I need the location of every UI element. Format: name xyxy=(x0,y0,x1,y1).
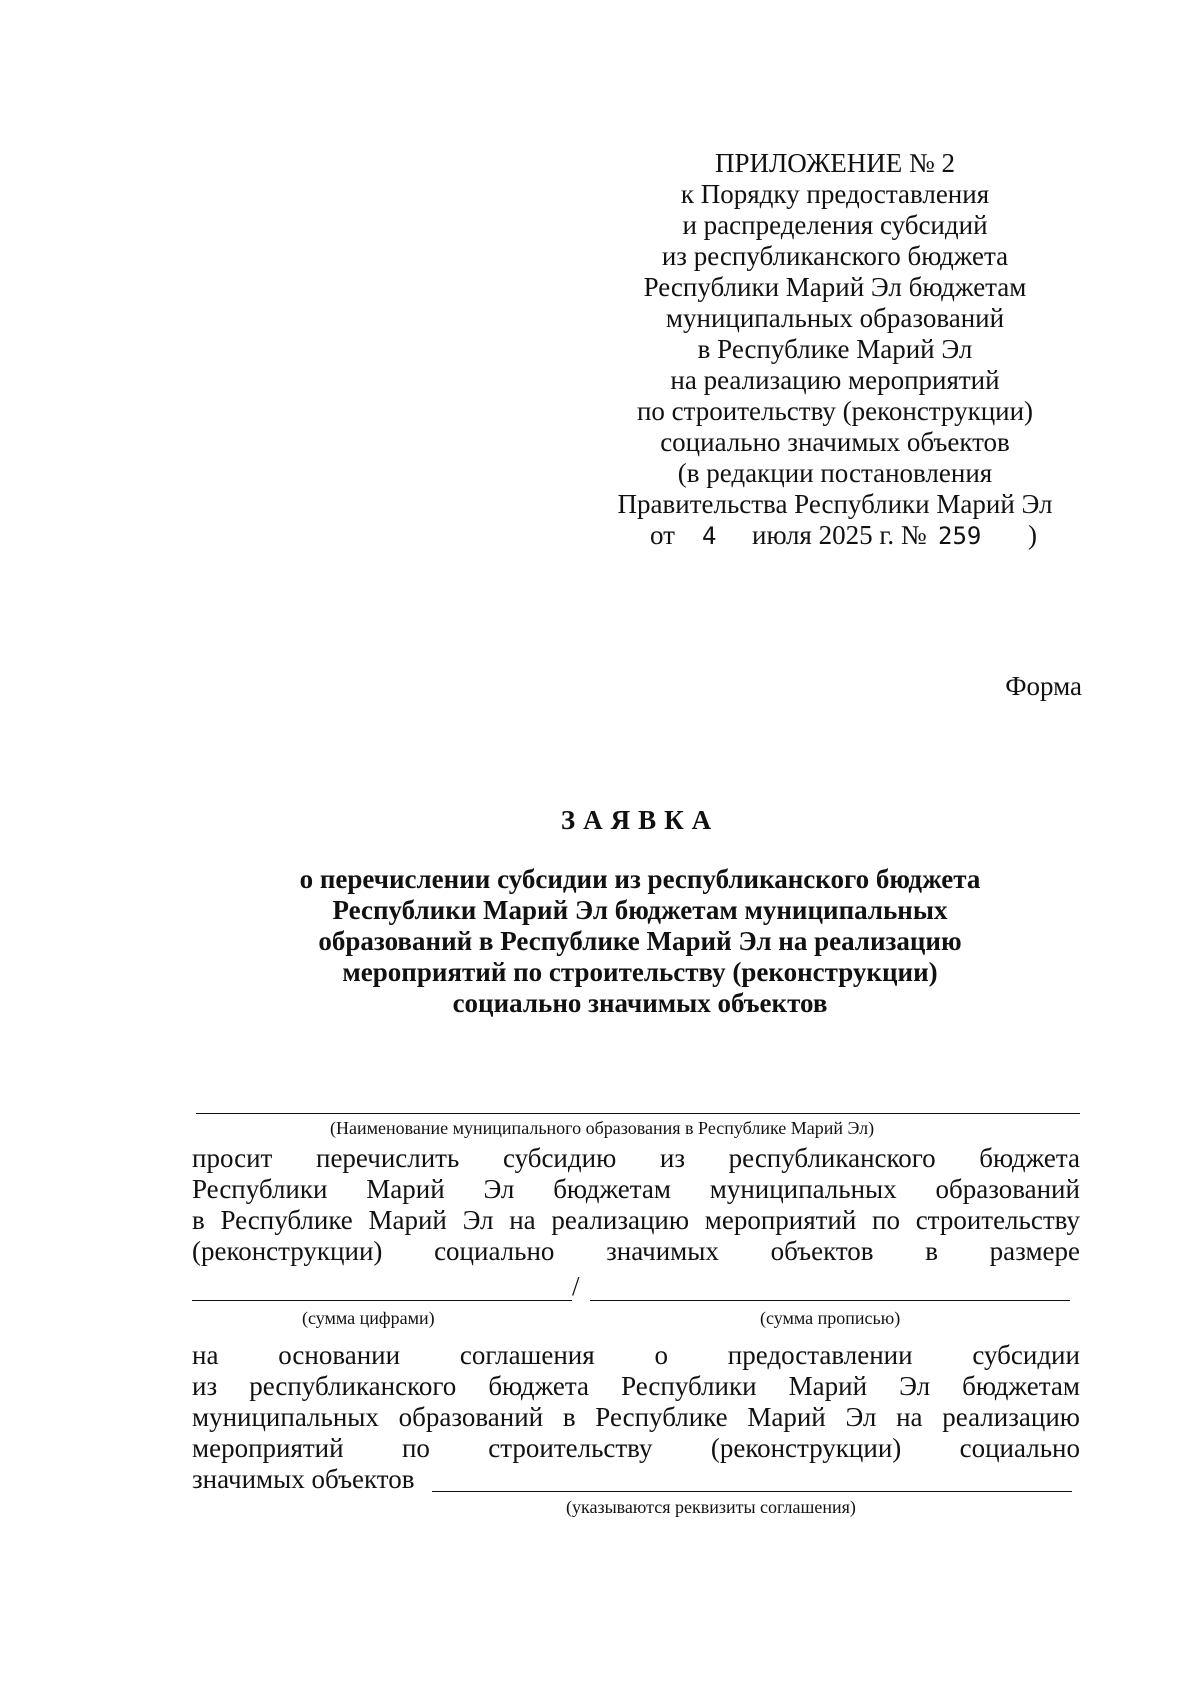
appendix-line: в Республике Марий Эл xyxy=(697,334,973,364)
date-close-paren: ) xyxy=(1028,520,1037,550)
word: реализацию xyxy=(942,1402,1080,1432)
appendix-line: и распределения субсидий xyxy=(682,210,988,240)
word: образований xyxy=(935,1174,1080,1204)
text-line xyxy=(192,1340,1080,1371)
appendix-line: к Порядку предоставления xyxy=(680,179,990,209)
date-month-year: июля 2025 г. № xyxy=(752,520,927,550)
word: из xyxy=(192,1371,218,1401)
word: (реконструкции) xyxy=(192,1236,383,1266)
agreement-paragraph xyxy=(192,1340,1080,1464)
word: из xyxy=(659,1143,686,1173)
appendix-line: Правительства Республики Марий Эл xyxy=(617,489,1053,519)
word: строительству xyxy=(915,1205,1080,1235)
sum-digits-field[interactable] xyxy=(192,1300,572,1301)
word: в xyxy=(562,1402,576,1432)
word: в xyxy=(192,1205,205,1235)
text-line xyxy=(192,1205,1080,1236)
word: по xyxy=(872,1205,900,1235)
appendix-line: социально значимых объектов xyxy=(660,427,1010,457)
word: Республике xyxy=(595,1402,728,1432)
form-label: Форма xyxy=(1005,671,1082,701)
page-title: ЗАЯВКА xyxy=(560,805,720,835)
word: в xyxy=(925,1236,938,1266)
word: соглашения xyxy=(459,1340,595,1370)
resolution-number: 259 xyxy=(938,522,982,550)
word: социально xyxy=(434,1236,555,1266)
word: социально xyxy=(959,1433,1080,1463)
appendix-line: ПРИЛОЖЕНИЕ № 2 xyxy=(714,148,956,178)
word: мероприятий xyxy=(192,1433,344,1463)
appendix-line: (в редакции постановления xyxy=(677,458,993,488)
request-paragraph xyxy=(192,1143,1080,1267)
document-subtitle xyxy=(200,864,1080,1019)
subtitle-line: социально значимых объектов xyxy=(452,988,828,1018)
appendix-line: по строительству (реконструкции) xyxy=(636,396,1034,426)
appendix-line: на реализацию мероприятий xyxy=(670,365,1000,395)
word: Эл xyxy=(845,1402,877,1432)
word: на xyxy=(896,1402,923,1432)
subtitle-line: о перечислении субсидии из республиканского бюджета xyxy=(299,864,981,894)
sum-digits-caption: (сумма цифрами) xyxy=(302,1308,435,1328)
word: просит xyxy=(192,1143,273,1173)
word: предоставлении xyxy=(727,1340,913,1370)
appendix-date-line xyxy=(590,520,1080,551)
date-day: 4 xyxy=(702,522,717,550)
subtitle-line: образований в Республике Марий Эл на реализацию xyxy=(318,926,962,956)
word: объектов xyxy=(770,1236,874,1266)
word: размере xyxy=(989,1236,1080,1266)
text-line xyxy=(192,1433,1080,1464)
appendix-header xyxy=(590,148,1080,551)
word: на xyxy=(192,1340,219,1370)
word: строительству xyxy=(488,1433,653,1463)
word: бюджетам xyxy=(553,1174,671,1204)
municipality-caption: (Наименование муниципального образования в Республике Марий Эл) xyxy=(330,1118,875,1138)
word: Эл xyxy=(483,1174,515,1204)
word: республиканского xyxy=(728,1143,936,1173)
word: основании xyxy=(278,1340,401,1370)
word: Марий xyxy=(788,1371,868,1401)
sum-words-field[interactable] xyxy=(590,1300,1070,1301)
agreement-details-caption: (указываются реквизиты соглашения) xyxy=(566,1497,856,1517)
agreement-details-field[interactable] xyxy=(432,1491,1072,1492)
word: муниципальных xyxy=(709,1174,897,1204)
word: по xyxy=(401,1433,430,1463)
word: Марий xyxy=(366,1174,445,1204)
word: Марий xyxy=(368,1205,447,1235)
sum-words-caption: (сумма прописью) xyxy=(760,1308,901,1328)
word: Республики xyxy=(621,1371,757,1401)
word: реализацию xyxy=(551,1205,690,1235)
word: значимых xyxy=(606,1236,719,1266)
word: бюджета xyxy=(488,1371,589,1401)
word: Эл xyxy=(899,1371,931,1401)
text-line xyxy=(192,1402,1080,1433)
agreement-tail-text: значимых объектов xyxy=(192,1464,415,1494)
word: республиканского xyxy=(249,1371,457,1401)
word: бюджета xyxy=(979,1143,1080,1173)
text-line xyxy=(192,1174,1080,1205)
word: субсидию xyxy=(502,1143,617,1173)
word: Республики xyxy=(192,1174,328,1204)
word: муниципальных xyxy=(192,1402,379,1432)
subtitle-line: Республики Марий Эл бюджетам муниципальных xyxy=(332,895,948,925)
word: субсидии xyxy=(972,1340,1080,1370)
sum-separator: / xyxy=(572,1271,580,1301)
word: образований xyxy=(398,1402,544,1432)
word: (реконструкции) xyxy=(710,1433,902,1463)
word: Марий xyxy=(747,1402,826,1432)
municipality-name-field[interactable] xyxy=(196,1113,1080,1114)
word: о xyxy=(654,1340,668,1370)
text-line xyxy=(192,1236,1080,1267)
word: Республике xyxy=(220,1205,353,1235)
appendix-line: Республики Марий Эл бюджетам xyxy=(643,272,1027,302)
date-prefix: от xyxy=(650,520,675,550)
subtitle-line: мероприятий по строительству (реконструкции) xyxy=(342,957,938,987)
appendix-line: муниципальных образований xyxy=(665,303,1005,333)
text-line xyxy=(192,1371,1080,1402)
word: перечислить xyxy=(316,1143,460,1173)
word: бюджетам xyxy=(962,1371,1080,1401)
word: Эл xyxy=(462,1205,494,1235)
text-line xyxy=(192,1143,1080,1174)
word: мероприятий xyxy=(704,1205,857,1235)
word: на xyxy=(509,1205,536,1235)
appendix-line: из республиканского бюджета xyxy=(661,241,1009,271)
